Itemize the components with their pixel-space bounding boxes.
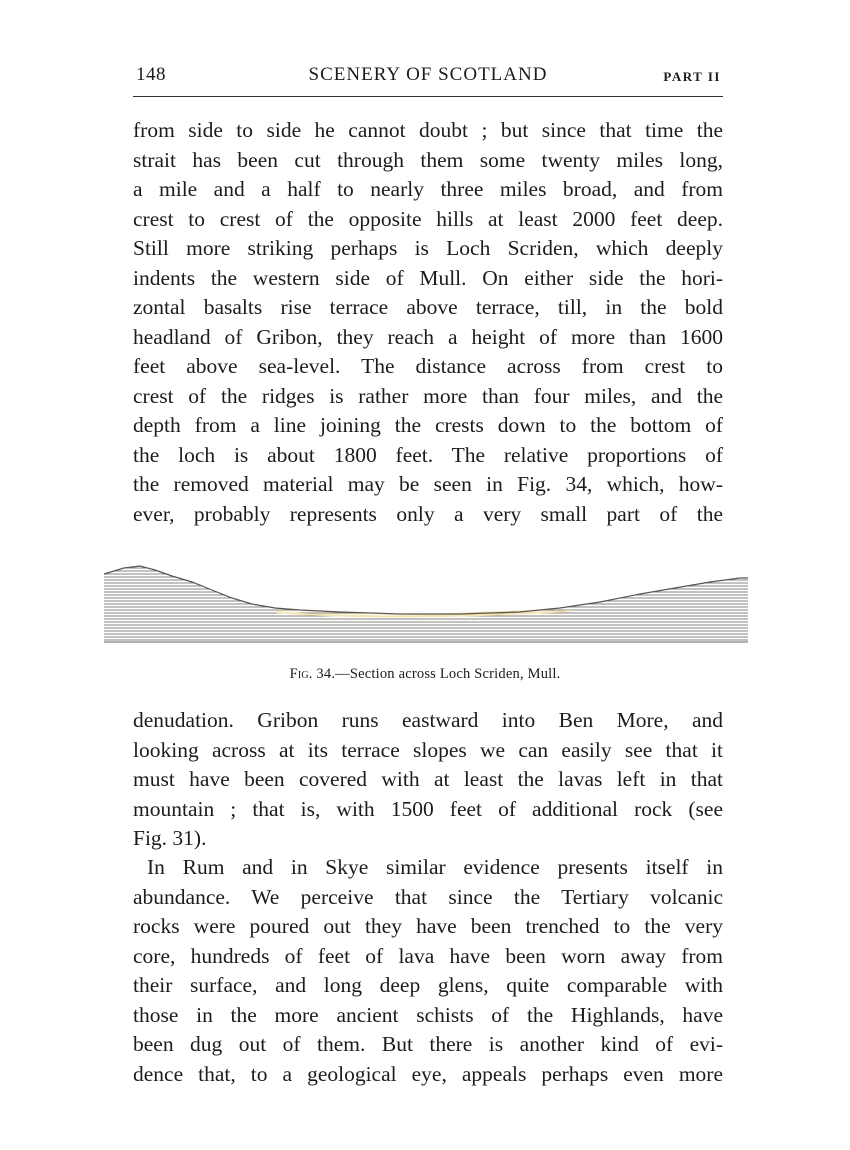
text-line: the removed material may be seen in Fig. 34, which, how- [133,472,723,496]
text-line: ever, probably represents only a very small part of the [133,501,723,526]
text-line: Fig. 31). [133,826,207,850]
text-line: indents the western side of Mull. On either side the hori- [133,265,723,290]
paragraph-bottom [133,853,723,1089]
text-line: looking across at its terrace slopes we can easily see that it [133,737,723,762]
text-line: crest to crest of the opposite hills at least 2000 feet deep. [133,206,723,231]
text-line: their surface, and long deep glens, quite comparable with [133,973,723,997]
text-line: Still more striking perhaps is Loch Scriden, which deeply [133,236,723,260]
text-line: a mile and a half to nearly three miles broad, and from [133,177,723,201]
part-label: PART II [663,69,721,84]
text-line: feet above sea-level. The distance across from crest to [133,354,723,378]
text-line: been dug out of them. But there is another kind of evi- [133,1032,723,1056]
figure-caption-label: Fig. 34. [289,666,336,682]
paragraph-middle [133,706,723,854]
text-line: In Rum and in Skye similar evidence presents itself in [147,855,723,879]
text-line: zontal basalts rise terrace above terrace, till, in the bold [133,295,723,319]
text-line: abundance. We perceive that since the Tertiary volcanic [133,884,723,909]
rock-hatching [100,565,752,640]
text-line: rocks were poured out they have been trenched to the very [133,914,723,938]
figure-caption-text: —Section across Loch Scriden, Mull. [335,666,561,682]
text-line: mountain ; that is, with 1500 feet of additional rock (see [133,796,723,821]
figure-caption [0,666,850,683]
text-line: from side to side he cannot doubt ; but since that time the [133,118,723,142]
header-rule [133,96,723,97]
text-line: depth from a line joining the crests down to the bottom of [133,413,723,437]
text-line: headland of Gribon, they reach a height of more than 1600 [133,324,723,349]
text-line: denudation. Gribon runs eastward into Ben More, and [133,708,723,732]
running-header [133,62,723,88]
text-line: must have been covered with at least the lavas left in that [133,767,723,791]
text-line: those in the more ancient schists of the Highlands, have [133,1002,723,1027]
loch-section-drawing [100,560,752,650]
paragraph-top [133,116,723,529]
running-title: SCENERY OF SCOTLAND [308,64,548,85]
text-line: strait has been cut through them some twenty miles long, [133,147,723,172]
text-line: core, hundreds of feet of lava have been worn away from [133,943,723,968]
text-line: the loch is about 1800 feet. The relative proportions of [133,442,723,467]
figure-34-section-illustration [100,560,752,650]
text-line: crest of the ridges is rather more than four miles, and the [133,383,723,408]
text-line: dence that, to a geological eye, appeals perhaps even more [133,1061,723,1086]
page-number: 148 [136,64,166,85]
